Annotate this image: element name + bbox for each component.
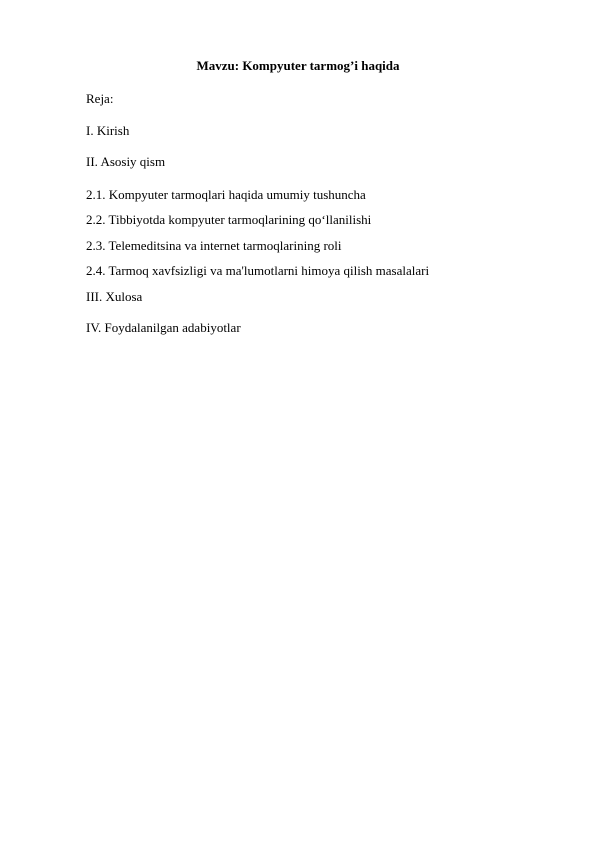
plan-item-2-3: 2.3. Telemeditsina va internet tarmoqlarining roli [86, 238, 342, 253]
page-title: Mavzu: Kompyuter tarmog’i haqida [196, 58, 400, 73]
plan-label: Reja: [86, 91, 114, 106]
plan-item-2-4: 2.4. Tarmoq xavfsizligi va ma'lumotlarni himoya qilish masalalari [86, 263, 430, 278]
plan-item-references: IV. Foydalanilgan adabiyotlar [86, 320, 241, 335]
plan-item-main-part: II. Asosiy qism [86, 154, 166, 169]
plan-item-2-2: 2.2. Tibbiyotda kompyuter tarmoqlarining qo‘llanilishi [86, 212, 372, 227]
plan-item-2-1: 2.1. Kompyuter tarmoqlari haqida umumiy tushuncha [86, 187, 366, 202]
plan-item-conclusion: III. Xulosa [86, 289, 143, 304]
plan-item-intro: I. Kirish [86, 123, 130, 138]
